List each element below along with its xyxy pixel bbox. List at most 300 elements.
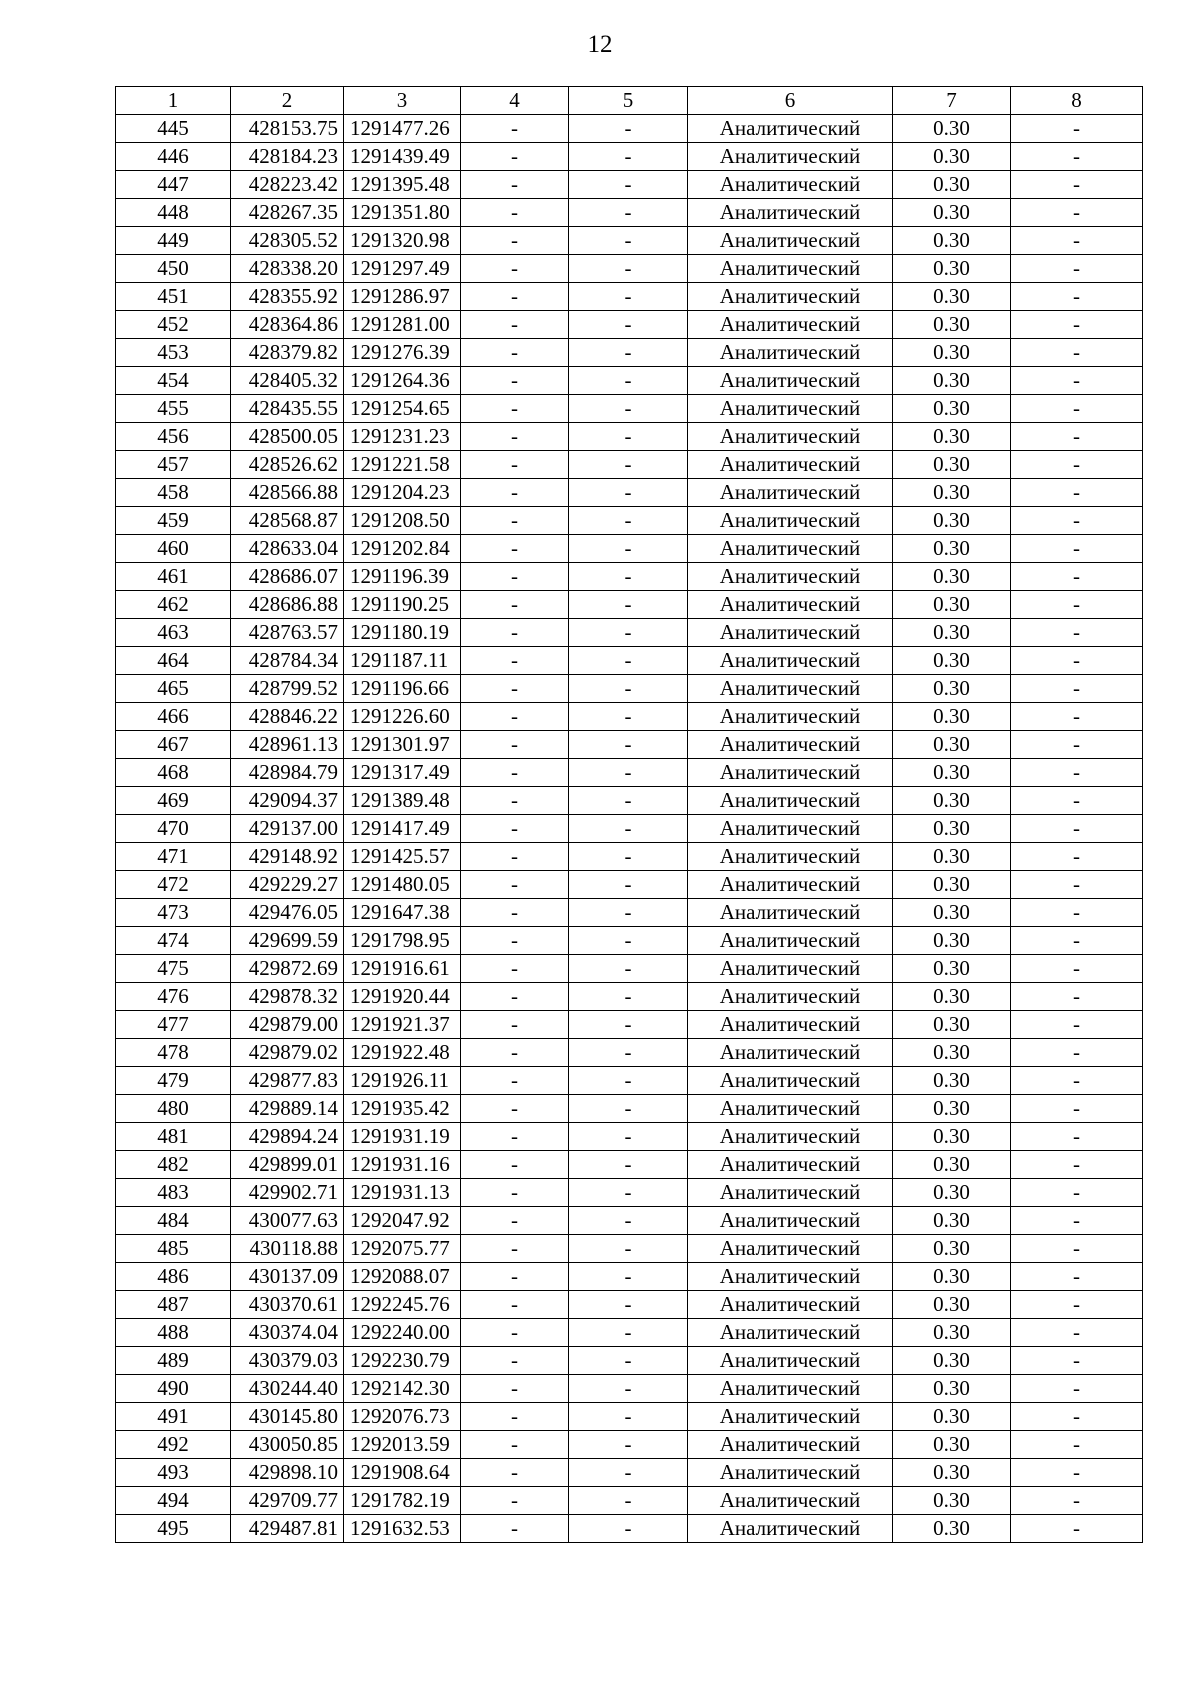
cell-method: Аналитический [688, 535, 893, 563]
cell-col-4: - [461, 843, 569, 871]
table-row [116, 339, 1143, 367]
cell-y-coordinate: 1291202.84 [344, 535, 461, 563]
cell-y-coordinate: 1291276.39 [344, 339, 461, 367]
cell-method: Аналитический [688, 283, 893, 311]
cell-col-4: - [461, 1235, 569, 1263]
table-row [116, 815, 1143, 843]
cell-col-8: - [1011, 423, 1143, 451]
table-row [116, 255, 1143, 283]
cell-accuracy: 0.30 [893, 619, 1011, 647]
cell-y-coordinate: 1291931.13 [344, 1179, 461, 1207]
table-row [116, 1403, 1143, 1431]
cell-accuracy: 0.30 [893, 591, 1011, 619]
cell-x-coordinate: 429709.77 [231, 1487, 344, 1515]
cell-y-coordinate: 1291196.39 [344, 563, 461, 591]
cell-point-number: 455 [116, 395, 231, 423]
cell-x-coordinate: 429229.27 [231, 871, 344, 899]
cell-x-coordinate: 430379.03 [231, 1347, 344, 1375]
cell-point-number: 474 [116, 927, 231, 955]
table-row [116, 871, 1143, 899]
cell-col-4: - [461, 311, 569, 339]
cell-col-4: - [461, 283, 569, 311]
cell-point-number: 454 [116, 367, 231, 395]
cell-point-number: 460 [116, 535, 231, 563]
cell-col-5: - [569, 955, 688, 983]
header-row [116, 87, 1143, 115]
cell-point-number: 452 [116, 311, 231, 339]
cell-method: Аналитический [688, 843, 893, 871]
column-header-3: 3 [344, 87, 461, 115]
cell-col-8: - [1011, 1123, 1143, 1151]
cell-col-5: - [569, 675, 688, 703]
table-row [116, 619, 1143, 647]
cell-col-4: - [461, 227, 569, 255]
cell-col-8: - [1011, 1459, 1143, 1487]
cell-method: Аналитический [688, 1123, 893, 1151]
cell-col-8: - [1011, 703, 1143, 731]
cell-col-4: - [461, 1207, 569, 1235]
cell-col-4: - [461, 507, 569, 535]
cell-x-coordinate: 428500.05 [231, 423, 344, 451]
cell-x-coordinate: 429699.59 [231, 927, 344, 955]
cell-point-number: 470 [116, 815, 231, 843]
cell-col-5: - [569, 1459, 688, 1487]
table-row [116, 1151, 1143, 1179]
cell-accuracy: 0.30 [893, 647, 1011, 675]
cell-method: Аналитический [688, 227, 893, 255]
cell-point-number: 448 [116, 199, 231, 227]
cell-col-4: - [461, 955, 569, 983]
cell-method: Аналитический [688, 703, 893, 731]
cell-col-4: - [461, 675, 569, 703]
cell-col-5: - [569, 703, 688, 731]
cell-method: Аналитический [688, 871, 893, 899]
cell-col-8: - [1011, 1151, 1143, 1179]
cell-col-4: - [461, 535, 569, 563]
cell-col-8: - [1011, 115, 1143, 143]
cell-accuracy: 0.30 [893, 1235, 1011, 1263]
cell-method: Аналитический [688, 927, 893, 955]
cell-col-5: - [569, 311, 688, 339]
cell-y-coordinate: 1291931.19 [344, 1123, 461, 1151]
cell-col-4: - [461, 1179, 569, 1207]
cell-col-8: - [1011, 339, 1143, 367]
cell-x-coordinate: 428435.55 [231, 395, 344, 423]
cell-point-number: 473 [116, 899, 231, 927]
cell-col-5: - [569, 1179, 688, 1207]
cell-col-5: - [569, 983, 688, 1011]
cell-col-4: - [461, 1347, 569, 1375]
cell-col-8: - [1011, 955, 1143, 983]
cell-col-5: - [569, 619, 688, 647]
cell-method: Аналитический [688, 983, 893, 1011]
cell-accuracy: 0.30 [893, 1123, 1011, 1151]
cell-point-number: 493 [116, 1459, 231, 1487]
cell-point-number: 445 [116, 115, 231, 143]
cell-y-coordinate: 1291351.80 [344, 199, 461, 227]
cell-x-coordinate: 428223.42 [231, 171, 344, 199]
cell-x-coordinate: 428267.35 [231, 199, 344, 227]
cell-col-5: - [569, 1067, 688, 1095]
cell-x-coordinate: 428526.62 [231, 451, 344, 479]
cell-col-8: - [1011, 927, 1143, 955]
cell-x-coordinate: 429487.81 [231, 1515, 344, 1543]
cell-y-coordinate: 1291647.38 [344, 899, 461, 927]
cell-accuracy: 0.30 [893, 507, 1011, 535]
table-row [116, 1347, 1143, 1375]
cell-x-coordinate: 430374.04 [231, 1319, 344, 1347]
cell-x-coordinate: 429094.37 [231, 787, 344, 815]
cell-col-4: - [461, 899, 569, 927]
cell-col-5: - [569, 787, 688, 815]
cell-point-number: 451 [116, 283, 231, 311]
cell-point-number: 468 [116, 759, 231, 787]
cell-col-5: - [569, 647, 688, 675]
cell-col-8: - [1011, 535, 1143, 563]
cell-y-coordinate: 1291931.16 [344, 1151, 461, 1179]
cell-method: Аналитический [688, 1487, 893, 1515]
cell-accuracy: 0.30 [893, 227, 1011, 255]
cell-x-coordinate: 428405.32 [231, 367, 344, 395]
cell-col-5: - [569, 1291, 688, 1319]
cell-y-coordinate: 1291180.19 [344, 619, 461, 647]
cell-accuracy: 0.30 [893, 759, 1011, 787]
table-row [116, 1515, 1143, 1543]
cell-col-4: - [461, 1319, 569, 1347]
cell-col-4: - [461, 451, 569, 479]
cell-method: Аналитический [688, 507, 893, 535]
cell-y-coordinate: 1291908.64 [344, 1459, 461, 1487]
table-row [116, 1179, 1143, 1207]
cell-col-5: - [569, 1487, 688, 1515]
table-row [116, 1067, 1143, 1095]
cell-point-number: 459 [116, 507, 231, 535]
cell-col-4: - [461, 171, 569, 199]
cell-point-number: 467 [116, 731, 231, 759]
column-header-7: 7 [893, 87, 1011, 115]
cell-accuracy: 0.30 [893, 143, 1011, 171]
cell-method: Аналитический [688, 759, 893, 787]
cell-x-coordinate: 428355.92 [231, 283, 344, 311]
cell-point-number: 483 [116, 1179, 231, 1207]
cell-x-coordinate: 430145.80 [231, 1403, 344, 1431]
cell-method: Аналитический [688, 815, 893, 843]
cell-point-number: 491 [116, 1403, 231, 1431]
cell-accuracy: 0.30 [893, 675, 1011, 703]
cell-x-coordinate: 429148.92 [231, 843, 344, 871]
column-header-4: 4 [461, 87, 569, 115]
cell-method: Аналитический [688, 1515, 893, 1543]
cell-method: Аналитический [688, 787, 893, 815]
cell-col-5: - [569, 1431, 688, 1459]
cell-col-5: - [569, 143, 688, 171]
cell-point-number: 447 [116, 171, 231, 199]
cell-col-5: - [569, 423, 688, 451]
cell-col-5: - [569, 451, 688, 479]
cell-y-coordinate: 1291317.49 [344, 759, 461, 787]
table-row [116, 1039, 1143, 1067]
cell-x-coordinate: 428364.86 [231, 311, 344, 339]
cell-col-8: - [1011, 815, 1143, 843]
cell-point-number: 486 [116, 1263, 231, 1291]
cell-point-number: 458 [116, 479, 231, 507]
cell-col-4: - [461, 1039, 569, 1067]
cell-y-coordinate: 1291632.53 [344, 1515, 461, 1543]
cell-col-8: - [1011, 227, 1143, 255]
table-row [116, 843, 1143, 871]
cell-point-number: 462 [116, 591, 231, 619]
cell-col-8: - [1011, 283, 1143, 311]
cell-col-8: - [1011, 899, 1143, 927]
cell-col-5: - [569, 115, 688, 143]
cell-accuracy: 0.30 [893, 423, 1011, 451]
cell-y-coordinate: 1291425.57 [344, 843, 461, 871]
cell-x-coordinate: 429879.00 [231, 1011, 344, 1039]
cell-accuracy: 0.30 [893, 1319, 1011, 1347]
cell-method: Аналитический [688, 143, 893, 171]
cell-col-4: - [461, 647, 569, 675]
cell-x-coordinate: 430137.09 [231, 1263, 344, 1291]
cell-method: Аналитический [688, 899, 893, 927]
cell-accuracy: 0.30 [893, 311, 1011, 339]
cell-accuracy: 0.30 [893, 787, 1011, 815]
cell-col-4: - [461, 1011, 569, 1039]
table-row [116, 927, 1143, 955]
cell-col-5: - [569, 927, 688, 955]
cell-point-number: 489 [116, 1347, 231, 1375]
cell-col-4: - [461, 703, 569, 731]
cell-col-4: - [461, 423, 569, 451]
table-row [116, 283, 1143, 311]
cell-col-4: - [461, 1375, 569, 1403]
cell-accuracy: 0.30 [893, 1515, 1011, 1543]
cell-col-8: - [1011, 619, 1143, 647]
cell-accuracy: 0.30 [893, 451, 1011, 479]
cell-col-8: - [1011, 675, 1143, 703]
cell-col-5: - [569, 479, 688, 507]
cell-x-coordinate: 428961.13 [231, 731, 344, 759]
cell-y-coordinate: 1291439.49 [344, 143, 461, 171]
cell-y-coordinate: 1291395.48 [344, 171, 461, 199]
table-row [116, 535, 1143, 563]
table-row [116, 591, 1143, 619]
cell-y-coordinate: 1291477.26 [344, 115, 461, 143]
cell-point-number: 456 [116, 423, 231, 451]
cell-y-coordinate: 1291320.98 [344, 227, 461, 255]
cell-col-4: - [461, 787, 569, 815]
column-header-2: 2 [231, 87, 344, 115]
cell-method: Аналитический [688, 563, 893, 591]
cell-point-number: 495 [116, 1515, 231, 1543]
cell-point-number: 466 [116, 703, 231, 731]
cell-col-8: - [1011, 395, 1143, 423]
table-row [116, 395, 1143, 423]
table-row [116, 199, 1143, 227]
cell-accuracy: 0.30 [893, 1403, 1011, 1431]
cell-accuracy: 0.30 [893, 1095, 1011, 1123]
cell-x-coordinate: 430050.85 [231, 1431, 344, 1459]
cell-accuracy: 0.30 [893, 479, 1011, 507]
cell-method: Аналитический [688, 591, 893, 619]
table-row [116, 1235, 1143, 1263]
cell-accuracy: 0.30 [893, 339, 1011, 367]
cell-point-number: 487 [116, 1291, 231, 1319]
cell-col-4: - [461, 339, 569, 367]
cell-point-number: 477 [116, 1011, 231, 1039]
cell-col-5: - [569, 1319, 688, 1347]
cell-x-coordinate: 428338.20 [231, 255, 344, 283]
cell-method: Аналитический [688, 255, 893, 283]
table-row [116, 479, 1143, 507]
cell-point-number: 478 [116, 1039, 231, 1067]
cell-x-coordinate: 429894.24 [231, 1123, 344, 1151]
cell-y-coordinate: 1292075.77 [344, 1235, 461, 1263]
cell-accuracy: 0.30 [893, 367, 1011, 395]
cell-col-8: - [1011, 563, 1143, 591]
cell-col-5: - [569, 563, 688, 591]
cell-col-8: - [1011, 843, 1143, 871]
cell-x-coordinate: 429889.14 [231, 1095, 344, 1123]
cell-y-coordinate: 1292240.00 [344, 1319, 461, 1347]
table-row [116, 1291, 1143, 1319]
cell-col-8: - [1011, 1375, 1143, 1403]
cell-point-number: 488 [116, 1319, 231, 1347]
cell-col-8: - [1011, 731, 1143, 759]
cell-method: Аналитический [688, 199, 893, 227]
cell-point-number: 453 [116, 339, 231, 367]
cell-y-coordinate: 1291782.19 [344, 1487, 461, 1515]
cell-accuracy: 0.30 [893, 927, 1011, 955]
cell-col-8: - [1011, 1263, 1143, 1291]
cell-x-coordinate: 428846.22 [231, 703, 344, 731]
cell-col-5: - [569, 1095, 688, 1123]
cell-col-4: - [461, 1403, 569, 1431]
cell-accuracy: 0.30 [893, 871, 1011, 899]
table-row [116, 227, 1143, 255]
cell-method: Аналитический [688, 1319, 893, 1347]
cell-y-coordinate: 1291301.97 [344, 731, 461, 759]
cell-accuracy: 0.30 [893, 1207, 1011, 1235]
cell-accuracy: 0.30 [893, 955, 1011, 983]
cell-point-number: 464 [116, 647, 231, 675]
cell-col-8: - [1011, 759, 1143, 787]
cell-accuracy: 0.30 [893, 899, 1011, 927]
cell-y-coordinate: 1291921.37 [344, 1011, 461, 1039]
cell-x-coordinate: 429899.01 [231, 1151, 344, 1179]
cell-y-coordinate: 1291417.49 [344, 815, 461, 843]
cell-col-5: - [569, 255, 688, 283]
table-row [116, 759, 1143, 787]
cell-y-coordinate: 1292230.79 [344, 1347, 461, 1375]
cell-method: Аналитический [688, 1067, 893, 1095]
cell-y-coordinate: 1291221.58 [344, 451, 461, 479]
coordinates-table [115, 86, 1143, 1543]
cell-col-8: - [1011, 311, 1143, 339]
cell-x-coordinate: 429878.32 [231, 983, 344, 1011]
cell-point-number: 461 [116, 563, 231, 591]
cell-col-5: - [569, 171, 688, 199]
column-header-6: 6 [688, 87, 893, 115]
cell-y-coordinate: 1291297.49 [344, 255, 461, 283]
cell-method: Аналитический [688, 1235, 893, 1263]
cell-col-8: - [1011, 507, 1143, 535]
cell-method: Аналитический [688, 115, 893, 143]
cell-accuracy: 0.30 [893, 1179, 1011, 1207]
cell-col-5: - [569, 843, 688, 871]
cell-col-5: - [569, 367, 688, 395]
cell-y-coordinate: 1292013.59 [344, 1431, 461, 1459]
cell-col-5: - [569, 199, 688, 227]
cell-method: Аналитический [688, 675, 893, 703]
cell-method: Аналитический [688, 731, 893, 759]
cell-point-number: 485 [116, 1235, 231, 1263]
cell-x-coordinate: 429877.83 [231, 1067, 344, 1095]
cell-col-4: - [461, 815, 569, 843]
cell-col-5: - [569, 1011, 688, 1039]
cell-x-coordinate: 428686.88 [231, 591, 344, 619]
cell-method: Аналитический [688, 1431, 893, 1459]
cell-col-8: - [1011, 871, 1143, 899]
table-row [116, 1375, 1143, 1403]
cell-col-8: - [1011, 1347, 1143, 1375]
cell-accuracy: 0.30 [893, 563, 1011, 591]
table-body [116, 115, 1143, 1543]
table-row [116, 1207, 1143, 1235]
cell-col-8: - [1011, 1179, 1143, 1207]
cell-y-coordinate: 1292088.07 [344, 1263, 461, 1291]
cell-method: Аналитический [688, 1347, 893, 1375]
table-row [116, 423, 1143, 451]
cell-col-8: - [1011, 1487, 1143, 1515]
table-row [116, 143, 1143, 171]
cell-accuracy: 0.30 [893, 1431, 1011, 1459]
cell-col-5: - [569, 1151, 688, 1179]
cell-x-coordinate: 428784.34 [231, 647, 344, 675]
cell-accuracy: 0.30 [893, 1263, 1011, 1291]
cell-x-coordinate: 428566.88 [231, 479, 344, 507]
cell-accuracy: 0.30 [893, 703, 1011, 731]
cell-col-5: - [569, 1235, 688, 1263]
cell-method: Аналитический [688, 1403, 893, 1431]
cell-accuracy: 0.30 [893, 1067, 1011, 1095]
cell-col-8: - [1011, 647, 1143, 675]
cell-col-5: - [569, 731, 688, 759]
table-row [116, 563, 1143, 591]
cell-col-8: - [1011, 171, 1143, 199]
cell-col-8: - [1011, 143, 1143, 171]
cell-point-number: 476 [116, 983, 231, 1011]
cell-col-8: - [1011, 1095, 1143, 1123]
cell-col-4: - [461, 395, 569, 423]
cell-col-4: - [461, 983, 569, 1011]
cell-col-4: - [461, 619, 569, 647]
cell-accuracy: 0.30 [893, 283, 1011, 311]
cell-col-4: - [461, 927, 569, 955]
cell-method: Аналитический [688, 1095, 893, 1123]
cell-col-8: - [1011, 1235, 1143, 1263]
cell-y-coordinate: 1291208.50 [344, 507, 461, 535]
cell-col-4: - [461, 1431, 569, 1459]
cell-y-coordinate: 1291916.61 [344, 955, 461, 983]
table-row [116, 647, 1143, 675]
cell-x-coordinate: 429879.02 [231, 1039, 344, 1067]
cell-accuracy: 0.30 [893, 1459, 1011, 1487]
cell-accuracy: 0.30 [893, 731, 1011, 759]
cell-x-coordinate: 428686.07 [231, 563, 344, 591]
cell-method: Аналитический [688, 1151, 893, 1179]
cell-point-number: 469 [116, 787, 231, 815]
cell-method: Аналитический [688, 1459, 893, 1487]
